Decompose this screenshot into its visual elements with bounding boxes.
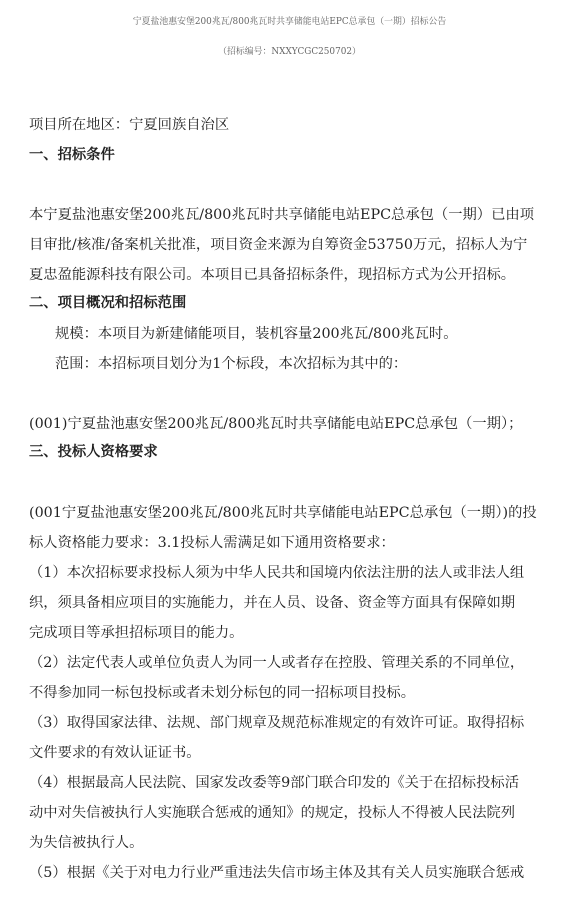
requirement-line: 完成项目等承担招标项目的能力。 <box>29 625 244 641</box>
paragraph-line: (001宁夏盐池惠安堡200兆瓦/800兆瓦时共享储能电站EPC总承包（一期）)的投 <box>29 505 537 521</box>
section-heading-tender-conditions: 一、招标条件 <box>29 147 115 163</box>
requirement-line: （4）根据最高人民法院、国家发改委等9部门联合印发的《关于在招标投标活 <box>29 775 519 791</box>
requirement-line: 织，须具备相应项目的实施能力，并在人员、设备、资金等方面具有保障如期 <box>29 595 516 611</box>
requirement-line: 不得参加同一标包投标或者未划分标包的同一招标项目投标。 <box>29 685 416 701</box>
section-heading-project-overview: 二、项目概况和招标范围 <box>29 295 187 311</box>
project-scale: 规模：本项目为新建储能项目，装机容量200兆瓦/800兆瓦时。 <box>55 326 458 342</box>
requirement-line: （5）根据《关于对电力行业严重违法失信市场主体及其有关人员实施联合惩戒 <box>29 865 525 881</box>
section-heading-bidder-qualifications: 三、投标人资格要求 <box>29 444 158 460</box>
paragraph-line: 夏忠盈能源科技有限公司。本项目已具备招标条件，现招标方式为公开招标。 <box>29 267 516 283</box>
paragraph-line: 本宁夏盐池惠安堡200兆瓦/800兆瓦时共享储能电站EPC总承包（一期）已由项 <box>29 207 534 223</box>
requirement-line: 动中对失信被执行人实施联合惩戒的通知》的规定，投标人不得被人民法院列 <box>29 805 516 821</box>
requirement-line: （3）取得国家法律、法规、部门规章及规范标准规定的有效许可证。取得招标 <box>29 715 525 731</box>
requirement-line: （1）本次招标要求投标人须为中华人民共和国境内依法注册的法人或非法人组 <box>29 565 525 581</box>
tender-number: （招标编号：NXXYCGC250702） <box>218 47 361 57</box>
project-scope: 范围：本招标项目划分为1个标段，本次招标为其中的： <box>55 356 408 372</box>
requirement-line: 文件要求的有效认证证书。 <box>29 745 201 761</box>
paragraph-line: 目审批/核准/备案机关批准，项目资金来源为自筹资金53750万元，招标人为宁 <box>29 237 528 253</box>
requirement-line: （2）法定代表人或单位负责人为同一人或者存在控股、管理关系的不同单位， <box>29 655 525 671</box>
lot-item: (001)宁夏盐池惠安堡200兆瓦/800兆瓦时共享储能电站EPC总承包（一期）； <box>29 416 523 432</box>
project-region: 项目所在地区：宁夏回族自治区 <box>29 117 230 133</box>
paragraph-line: 标人资格能力要求：3.1投标人需满足如下通用资格要求： <box>29 535 395 551</box>
requirement-line: 为失信被执行人。 <box>29 835 144 851</box>
announcement-title: 宁夏盐池惠安堡200兆瓦/800兆瓦时共享储能电站EPC总承包（一期）招标公告 <box>132 17 447 27</box>
